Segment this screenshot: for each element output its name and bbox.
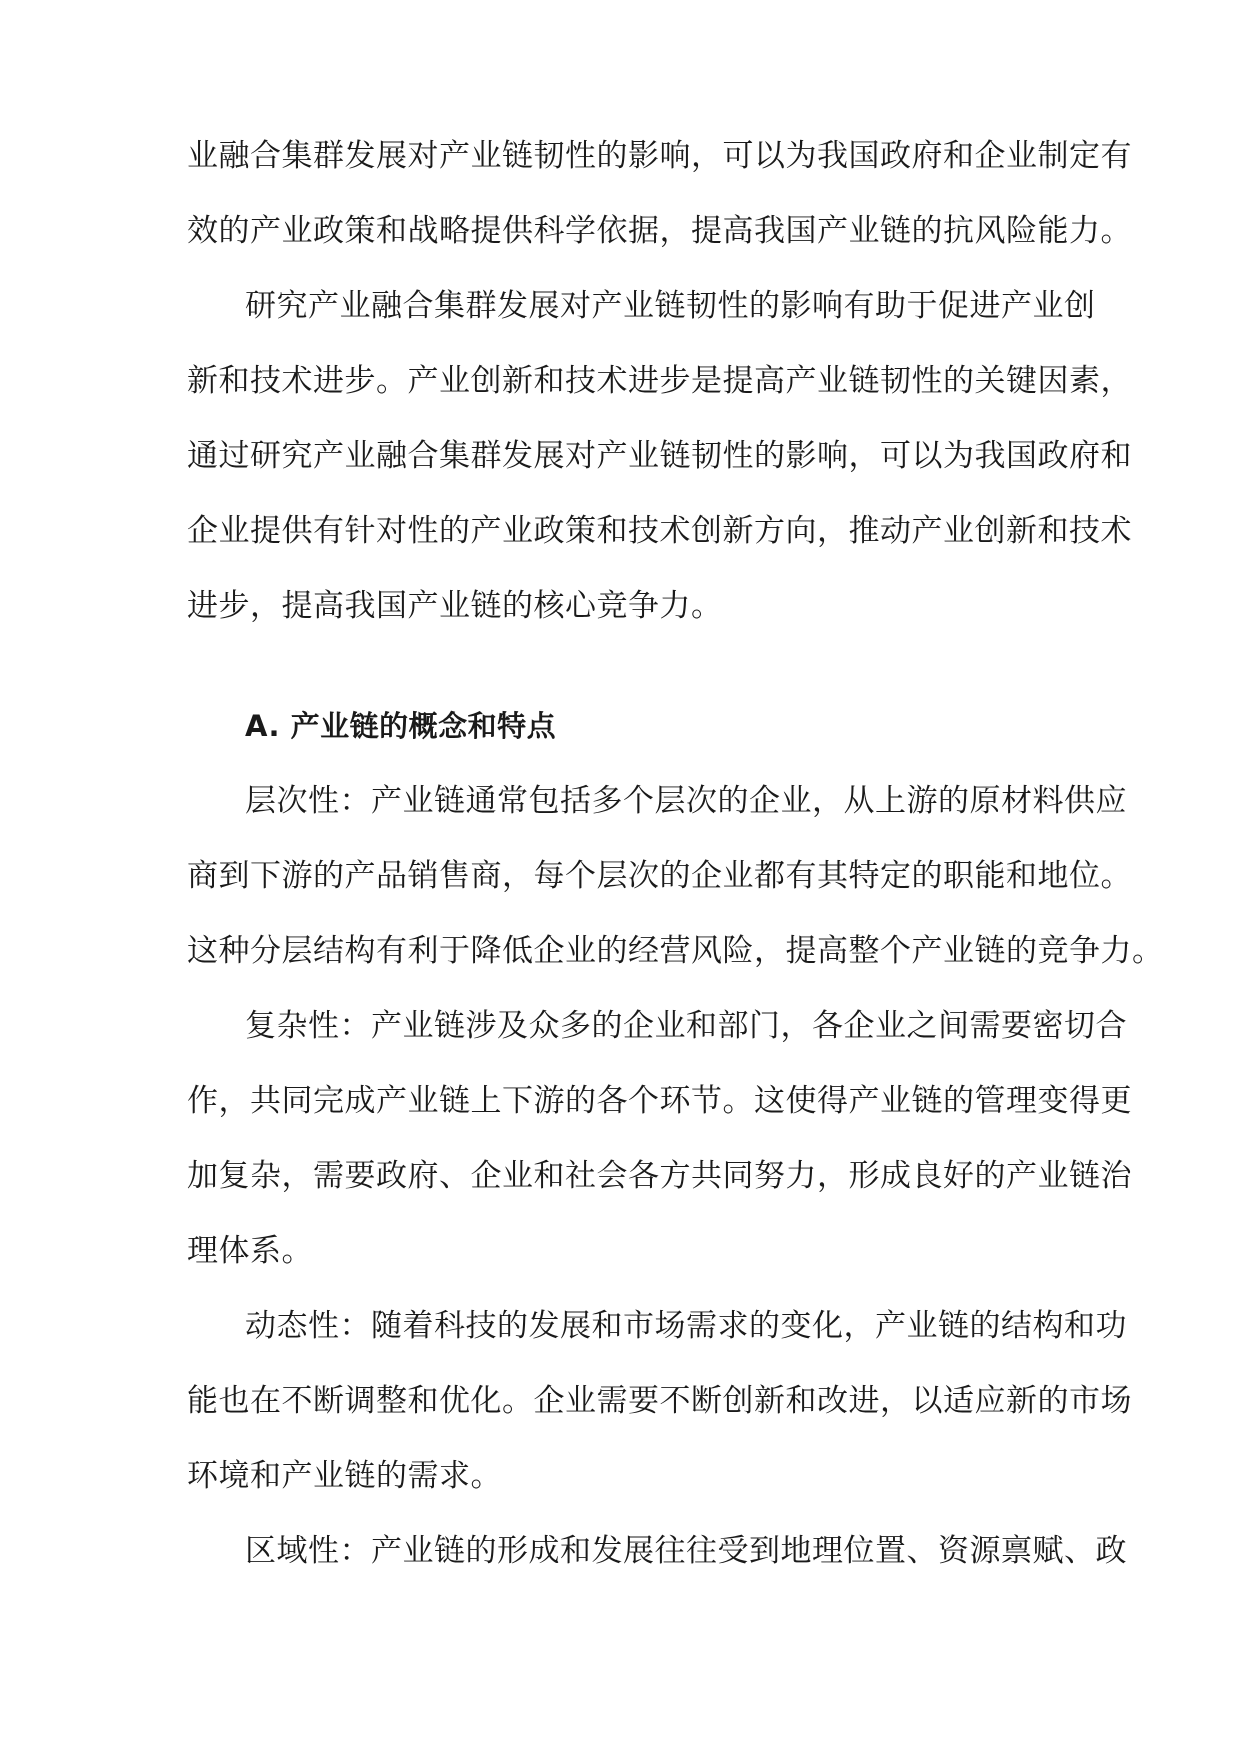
section-heading: A. 产业链的概念和特点 bbox=[245, 709, 557, 743]
paragraph-line: 复杂性：产业链涉及众多的企业和部门，各企业之间需要密切合 bbox=[245, 1008, 1127, 1044]
paragraph-line: 研究产业融合集群发展对产业链韧性的影响有助于促进产业创 bbox=[245, 288, 1096, 324]
paragraph-line: 新和技术进步。产业创新和技术进步是提高产业链韧性的关键因素， bbox=[187, 363, 1132, 399]
paragraph-line: 作，共同完成产业链上下游的各个环节。这使得产业链的管理变得更 bbox=[187, 1083, 1132, 1119]
paragraph-line: 效的产业政策和战略提供科学依据，提高我国产业链的抗风险能力。 bbox=[187, 213, 1132, 249]
paragraph-line: 业融合集群发展对产业链韧性的影响，可以为我国政府和企业制定有 bbox=[187, 138, 1132, 174]
paragraph-line: 理体系。 bbox=[187, 1233, 313, 1269]
paragraph-line: 加复杂，需要政府、企业和社会各方共同努力，形成良好的产业链治 bbox=[187, 1158, 1132, 1194]
paragraph-line: 进步，提高我国产业链的核心竞争力。 bbox=[187, 588, 723, 624]
paragraph-line: 商到下游的产品销售商，每个层次的企业都有其特定的职能和地位。 bbox=[187, 858, 1132, 894]
paragraph-line: 这种分层结构有利于降低企业的经营风险，提高整个产业链的竞争力。 bbox=[187, 933, 1164, 969]
paragraph-line: 能也在不断调整和优化。企业需要不断创新和改进，以适应新的市场 bbox=[187, 1383, 1132, 1419]
paragraph-line: 通过研究产业融合集群发展对产业链韧性的影响，可以为我国政府和 bbox=[187, 438, 1132, 474]
paragraph-line: 动态性：随着科技的发展和市场需求的变化，产业链的结构和功 bbox=[245, 1308, 1127, 1344]
paragraph-line: 层次性：产业链通常包括多个层次的企业，从上游的原材料供应 bbox=[245, 783, 1127, 819]
paragraph-line: 区域性：产业链的形成和发展往往受到地理位置、资源禀赋、政 bbox=[245, 1533, 1127, 1569]
paragraph-line: 环境和产业链的需求。 bbox=[187, 1458, 502, 1494]
paragraph-line: 企业提供有针对性的产业政策和技术创新方向，推动产业创新和技术 bbox=[187, 513, 1132, 549]
